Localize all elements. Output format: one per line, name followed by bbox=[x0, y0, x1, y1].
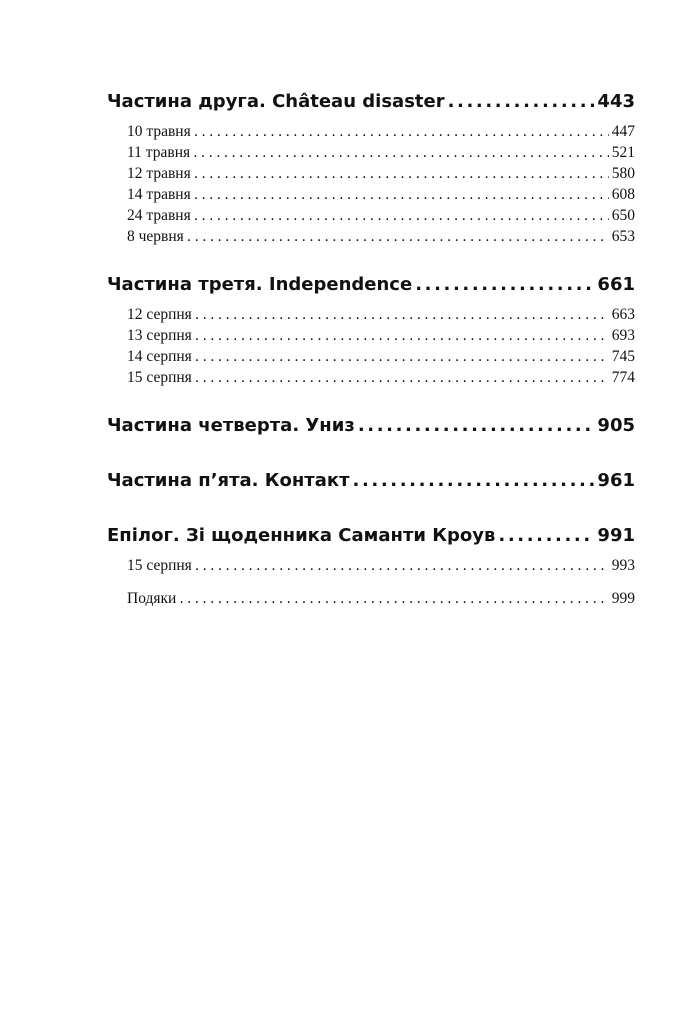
entry-page-number: 521 bbox=[611, 144, 635, 161]
toc-entries bbox=[107, 304, 635, 388]
dot-leader bbox=[415, 273, 594, 297]
entry-page-number: 663 bbox=[611, 306, 635, 323]
dot-leader bbox=[179, 589, 608, 610]
dot-leader bbox=[448, 90, 595, 114]
dot-leader bbox=[193, 143, 609, 164]
part-page-number: 905 bbox=[597, 415, 635, 436]
dot-leader bbox=[194, 206, 609, 227]
toc-entry bbox=[127, 304, 635, 325]
entry-label: 15 серпня bbox=[127, 369, 192, 386]
toc-entry-acknowledgements bbox=[127, 588, 635, 609]
spacer bbox=[127, 576, 635, 588]
dot-leader bbox=[353, 469, 595, 493]
entry-label: 14 травня bbox=[127, 186, 191, 203]
spacer bbox=[107, 438, 635, 469]
toc-part-row bbox=[107, 414, 635, 438]
entry-page-number: 693 bbox=[611, 327, 635, 344]
toc-entry bbox=[127, 163, 635, 184]
toc-part-row bbox=[107, 469, 635, 493]
toc-entries bbox=[107, 121, 635, 247]
part-page-number: 991 bbox=[597, 525, 635, 546]
toc-entry bbox=[127, 367, 635, 388]
toc-entries bbox=[107, 555, 635, 609]
spacer bbox=[107, 388, 635, 414]
toc-section-part-three bbox=[107, 273, 635, 388]
part-page-number: 443 bbox=[597, 91, 635, 112]
entry-label: 24 травня bbox=[127, 207, 191, 224]
entry-page-number: 653 bbox=[611, 228, 635, 245]
dot-leader bbox=[358, 414, 595, 438]
toc-section-part-four bbox=[107, 414, 635, 438]
toc-entry bbox=[127, 184, 635, 205]
toc-part-row bbox=[107, 90, 635, 114]
dot-leader bbox=[187, 227, 609, 248]
part-page-number: 661 bbox=[597, 274, 635, 295]
spacer bbox=[107, 247, 635, 273]
toc-entry bbox=[127, 555, 635, 576]
entry-label: 14 серпня bbox=[127, 348, 192, 365]
entry-label: 10 травня bbox=[127, 123, 191, 140]
entry-label: 12 травня bbox=[127, 165, 191, 182]
dot-leader bbox=[195, 556, 609, 577]
entry-page-number: 993 bbox=[611, 557, 635, 574]
toc-entry bbox=[127, 121, 635, 142]
dot-leader bbox=[194, 185, 609, 206]
spacer bbox=[107, 493, 635, 524]
toc-part-row bbox=[107, 273, 635, 297]
toc-entry bbox=[127, 325, 635, 346]
entry-page-number: 580 bbox=[611, 165, 635, 182]
part-title: Частина четверта. Униз bbox=[107, 415, 355, 436]
toc-section-part-two bbox=[107, 90, 635, 247]
part-title: Частина друга. Château disaster bbox=[107, 91, 445, 112]
entry-page-number: 745 bbox=[611, 348, 635, 365]
entry-label: Подяки bbox=[127, 590, 177, 607]
entry-page-number: 999 bbox=[611, 590, 635, 607]
entry-label: 13 серпня bbox=[127, 327, 192, 344]
toc-entry bbox=[127, 226, 635, 247]
toc-entry bbox=[127, 205, 635, 226]
toc-section-epilogue bbox=[107, 524, 635, 609]
toc-entry bbox=[127, 346, 635, 367]
entry-page-number: 447 bbox=[611, 123, 635, 140]
dot-leader bbox=[195, 368, 609, 389]
part-title: Частина п’ята. Контакт bbox=[107, 470, 350, 491]
entry-page-number: 650 bbox=[611, 207, 635, 224]
toc-part-row bbox=[107, 524, 635, 548]
dot-leader bbox=[194, 122, 609, 143]
toc-entry bbox=[127, 142, 635, 163]
entry-page-number: 608 bbox=[611, 186, 635, 203]
dot-leader bbox=[194, 164, 609, 185]
dot-leader bbox=[195, 347, 609, 368]
entry-label: 11 травня bbox=[127, 144, 191, 161]
toc-section-part-five bbox=[107, 469, 635, 493]
part-title: Епілог. Зі щоденника Саманти Кроув bbox=[107, 525, 496, 546]
dot-leader bbox=[498, 524, 594, 548]
entry-label: 15 серпня bbox=[127, 557, 192, 574]
part-title: Частина третя. Independence bbox=[107, 274, 413, 295]
entry-page-number: 774 bbox=[611, 369, 635, 386]
entry-label: 12 серпня bbox=[127, 306, 192, 323]
entry-label: 8 червня bbox=[127, 228, 184, 245]
dot-leader bbox=[195, 326, 609, 347]
part-page-number: 961 bbox=[597, 470, 635, 491]
table-of-contents bbox=[107, 90, 635, 609]
dot-leader bbox=[195, 305, 609, 326]
